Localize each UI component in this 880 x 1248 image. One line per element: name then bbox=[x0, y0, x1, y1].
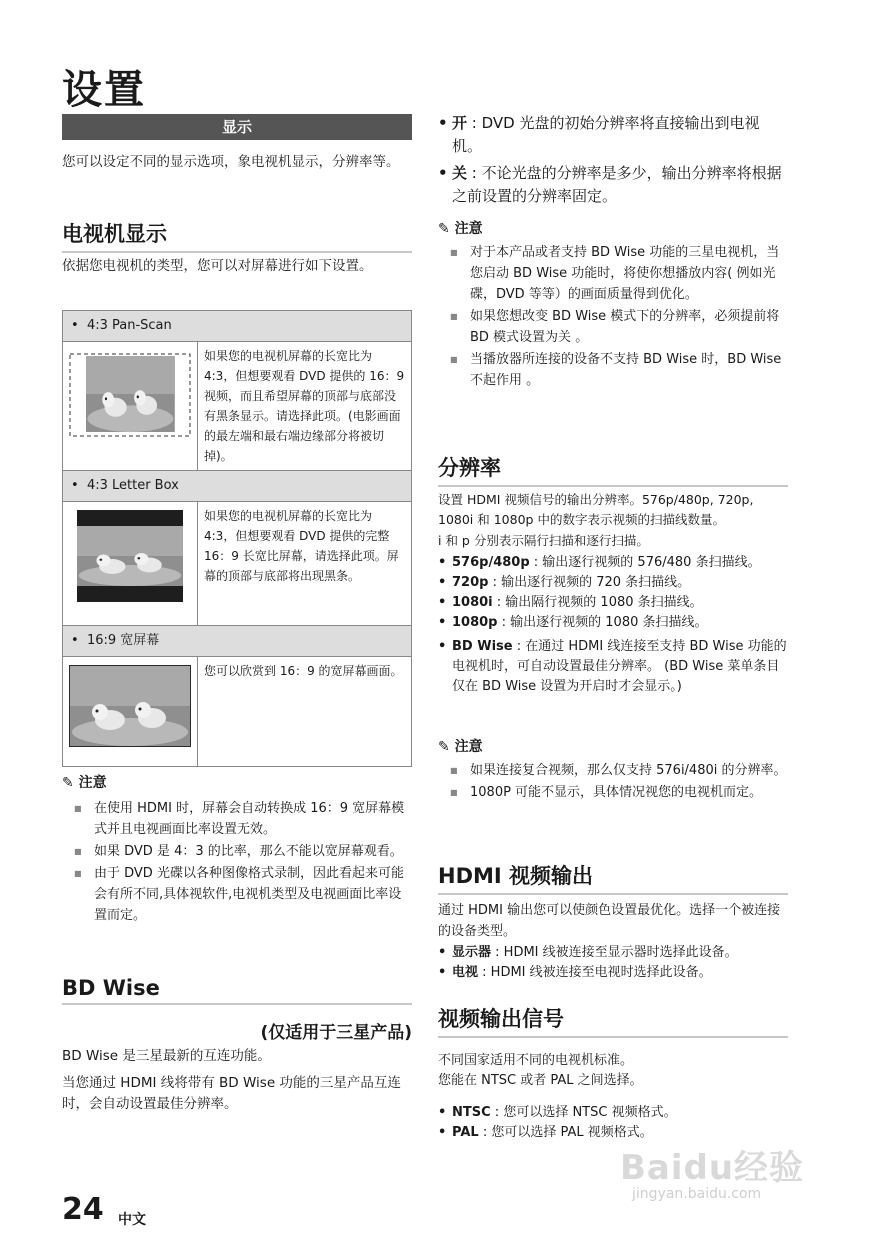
video-signal-item: • NTSC : 您可以选择 NTSC 视频格式。 bbox=[438, 1103, 788, 1123]
note-item: ■ 如果 DVD 是 4：3 的比率，那么不能以宽屏幕观看。 bbox=[72, 841, 412, 862]
bd-wise-notes bbox=[438, 218, 788, 392]
mode-header-pan-scan: • 4:3 Pan-Scan bbox=[63, 311, 412, 342]
note-item: ■ 如果连接复合视频，那么仅支持 576i/480i 的分辨率。 bbox=[448, 760, 788, 781]
option-key: 开 bbox=[452, 114, 468, 132]
puppies-letter-box-image bbox=[77, 510, 183, 602]
resolution-text: 在通过 HDMI 线连接至支持 BD Wise 功能的电视机时，可自动设置最佳分辨率。 (BD Wise 菜单条目仅在 BD Wise 设置为开启时才会显示。) bbox=[452, 639, 787, 694]
hdmi-output-list bbox=[438, 943, 788, 983]
puppies-wide-image bbox=[69, 665, 191, 747]
resolution-text: 输出逐行视频的 576/480 条扫描线。 bbox=[542, 555, 761, 570]
display-mode-table bbox=[62, 310, 412, 767]
resolution-key: BD Wise bbox=[452, 639, 513, 654]
video-signal-list bbox=[438, 1103, 788, 1143]
resolution-key: 1080i bbox=[452, 595, 493, 610]
hdmi-output-item: • 显示器 : HDMI 线被连接至显示器时选择此设备。 bbox=[438, 943, 788, 963]
hdmi-output-heading: HDMI 视频输出 bbox=[438, 860, 788, 895]
option-text: 不论光盘的分辨率是多少，输出分辨率将根据之前设置的分辨率固定。 bbox=[452, 164, 782, 205]
pan-scan-illustration bbox=[63, 342, 198, 471]
note-item: ■ 当播放器所连接的设备不支持 BD Wise 时，BD Wise 不起作用 。 bbox=[448, 349, 788, 391]
pencil-icon: ✎ bbox=[438, 739, 450, 755]
resolution-p1: 设置 HDMI 视频信号的输出分辨率。576p/480p, 720p, 1080i 和 1080p 中的数字表示视频的扫描线数量。 bbox=[438, 492, 754, 527]
note-heading bbox=[438, 736, 788, 756]
resolution-text: 输出逐行视频的 1080 条扫描线。 bbox=[510, 615, 708, 630]
hdmi-output-text: HDMI 线被连接至显示器时选择此设备。 bbox=[503, 945, 738, 960]
hdmi-output-item: • 电视 : HDMI 线被连接至电视时选择此设备。 bbox=[438, 963, 788, 983]
hdmi-output-desc: 通过 HDMI 输出您可以使颜色设置最优化。选择一个被连接的设备类型。 bbox=[438, 903, 781, 939]
pencil-icon: ✎ bbox=[62, 775, 74, 791]
mode-desc: 您可以欣赏到 16：9 的宽屏幕画面。 bbox=[198, 657, 412, 767]
resolution-p2: i 和 p 分别表示隔行扫描和逐行扫描。 bbox=[438, 533, 649, 548]
mode-label: 16:9 宽屏幕 bbox=[86, 633, 160, 648]
mode-header-letter-box: • 4:3 Letter Box bbox=[63, 471, 412, 502]
video-signal-heading: 视频输出信号 bbox=[438, 1003, 788, 1038]
video-signal-p2: 您能在 NTSC 或者 PAL 之间选择。 bbox=[438, 1073, 643, 1088]
page-title: 设置 bbox=[62, 67, 146, 113]
resolution-heading: 分辨率 bbox=[438, 452, 788, 487]
note-title: 注意 bbox=[454, 739, 483, 755]
note-item: ■ 由于 DVD 光碟以各种图像格式录制，因此看起来可能会有所不同,具体视软件,电视机类型及电视画面比率设置而定。 bbox=[72, 863, 412, 926]
note-item: ■ 对于本产品或者支持 BD Wise 功能的三星电视机，当您启动 BD Wise 功能时，将使你想播放内容( 例如光碟，DVD 等等）的画面质量得到优化。 bbox=[448, 242, 788, 305]
page-language: 中文 bbox=[118, 1212, 146, 1228]
resolution-key: 1080p bbox=[452, 615, 498, 630]
note-heading bbox=[62, 772, 412, 792]
resolution-text: 输出隔行视频的 1080 条扫描线。 bbox=[505, 595, 703, 610]
video-signal-text: 您可以选择 NTSC 视频格式。 bbox=[503, 1105, 677, 1120]
video-signal-key: PAL bbox=[452, 1125, 479, 1140]
tv-display-heading: 电视机显示 bbox=[62, 218, 412, 253]
letter-box-illustration bbox=[63, 502, 198, 626]
resolution-item: • 576p/480p : 输出逐行视频的 576/480 条扫描线。 bbox=[438, 553, 788, 573]
video-signal-item: • PAL : 您可以选择 PAL 视频格式。 bbox=[438, 1123, 788, 1143]
resolution-list bbox=[438, 553, 788, 697]
puppies-pan-scan-image bbox=[68, 350, 192, 440]
hdmi-output-text: HDMI 线被连接至电视时选择此设备。 bbox=[490, 965, 712, 980]
option-key: 关 bbox=[452, 164, 468, 182]
bd-wise-p1: BD Wise 是三星最新的互连功能。 bbox=[62, 1048, 271, 1064]
mode-label: 4:3 Pan-Scan bbox=[86, 318, 172, 333]
video-signal-p1: 不同国家适用不同的电视机标准。 bbox=[438, 1053, 634, 1068]
resolution-item: • 720p : 输出逐行视频的 720 条扫描线。 bbox=[438, 573, 788, 593]
wide-illustration bbox=[63, 657, 198, 767]
note-item: ■ 1080P 可能不显示，具体情况视您的电视机而定。 bbox=[448, 782, 788, 803]
baidu-watermark-logo: Baidu经验 bbox=[620, 1148, 805, 1188]
bd-wise-subheading: (仅适用于三星产品) bbox=[260, 1023, 412, 1043]
resolution-item: • BD Wise : 在通过 HDMI 线连接至支持 BD Wise 功能的电视机时，可自动设置最佳分辨率。 (BD Wise 菜单条目仅在 BD Wise 设置为开启时才会显示。) bbox=[438, 637, 788, 697]
tv-display-notes bbox=[62, 772, 412, 927]
option-item: • 开 : DVD 光盘的初始分辨率将直接输出到电视机。 bbox=[438, 112, 783, 158]
resolution-item: • 1080i : 输出隔行视频的 1080 条扫描线。 bbox=[438, 593, 788, 613]
mode-desc: 如果您的电视机屏幕的长宽比为 4:3，但想要观看 DVD 提供的 16：9 视频，而且希望屏幕的顶部与底部没有黑条显示。请选择此项。(电影画面的最左端和最右端边缘部分将被切掉)。 bbox=[198, 342, 412, 471]
pencil-icon: ✎ bbox=[438, 221, 450, 237]
bd-wise-heading: BD Wise bbox=[62, 976, 412, 1005]
note-heading bbox=[438, 218, 788, 238]
resolution-notes bbox=[438, 736, 788, 804]
note-title: 注意 bbox=[454, 221, 483, 237]
note-title: 注意 bbox=[78, 775, 107, 791]
resolution-item: • 1080p : 输出逐行视频的 1080 条扫描线。 bbox=[438, 613, 788, 633]
bd-wise-options bbox=[438, 112, 783, 208]
mode-desc: 如果您的电视机屏幕的长宽比为 4:3，但想要观看 DVD 提供的完整 16：9 长宽比屏幕，请选择此项。屏幕的顶部与底部将出现黑条。 bbox=[198, 502, 412, 626]
option-item: • 关 : 不论光盘的分辨率是多少，输出分辨率将根据之前设置的分辨率固定。 bbox=[438, 162, 783, 208]
video-signal-key: NTSC bbox=[452, 1105, 491, 1120]
intro-text: 您可以设定不同的显示选项，象电视机显示，分辨率等。 bbox=[62, 154, 400, 170]
option-text: DVD 光盘的初始分辨率将直接输出到电视机。 bbox=[452, 114, 760, 155]
bd-wise-p2: 当您通过 HDMI 线将带有 BD Wise 功能的三星产品互连时，会自动设置最佳分辨率。 bbox=[62, 1075, 401, 1112]
tv-display-desc: 依据您电视机的类型，您可以对屏幕进行如下设置。 bbox=[62, 258, 373, 274]
hdmi-output-key: 电视 bbox=[452, 965, 479, 980]
mode-label: 4:3 Letter Box bbox=[86, 478, 179, 493]
resolution-key: 576p/480p bbox=[452, 555, 530, 570]
resolution-key: 720p bbox=[452, 575, 489, 590]
mode-header-wide: • 16:9 宽屏幕 bbox=[63, 626, 412, 657]
note-item: ■ 如果您想改变 BD Wise 模式下的分辨率，必须提前将 BD 模式设置为关 。 bbox=[448, 306, 788, 348]
page-number: 24 bbox=[62, 1192, 104, 1227]
video-signal-text: 您可以选择 PAL 视频格式。 bbox=[491, 1125, 653, 1140]
section-banner: 显示 bbox=[62, 114, 412, 140]
baidu-watermark-url: jingyan.baidu.com bbox=[632, 1186, 762, 1202]
note-item: ■ 在使用 HDMI 时，屏幕会自动转换成 16：9 宽屏幕模式并且电视画面比率设置无效。 bbox=[72, 798, 412, 840]
hdmi-output-key: 显示器 bbox=[452, 945, 492, 960]
resolution-text: 输出逐行视频的 720 条扫描线。 bbox=[501, 575, 691, 590]
